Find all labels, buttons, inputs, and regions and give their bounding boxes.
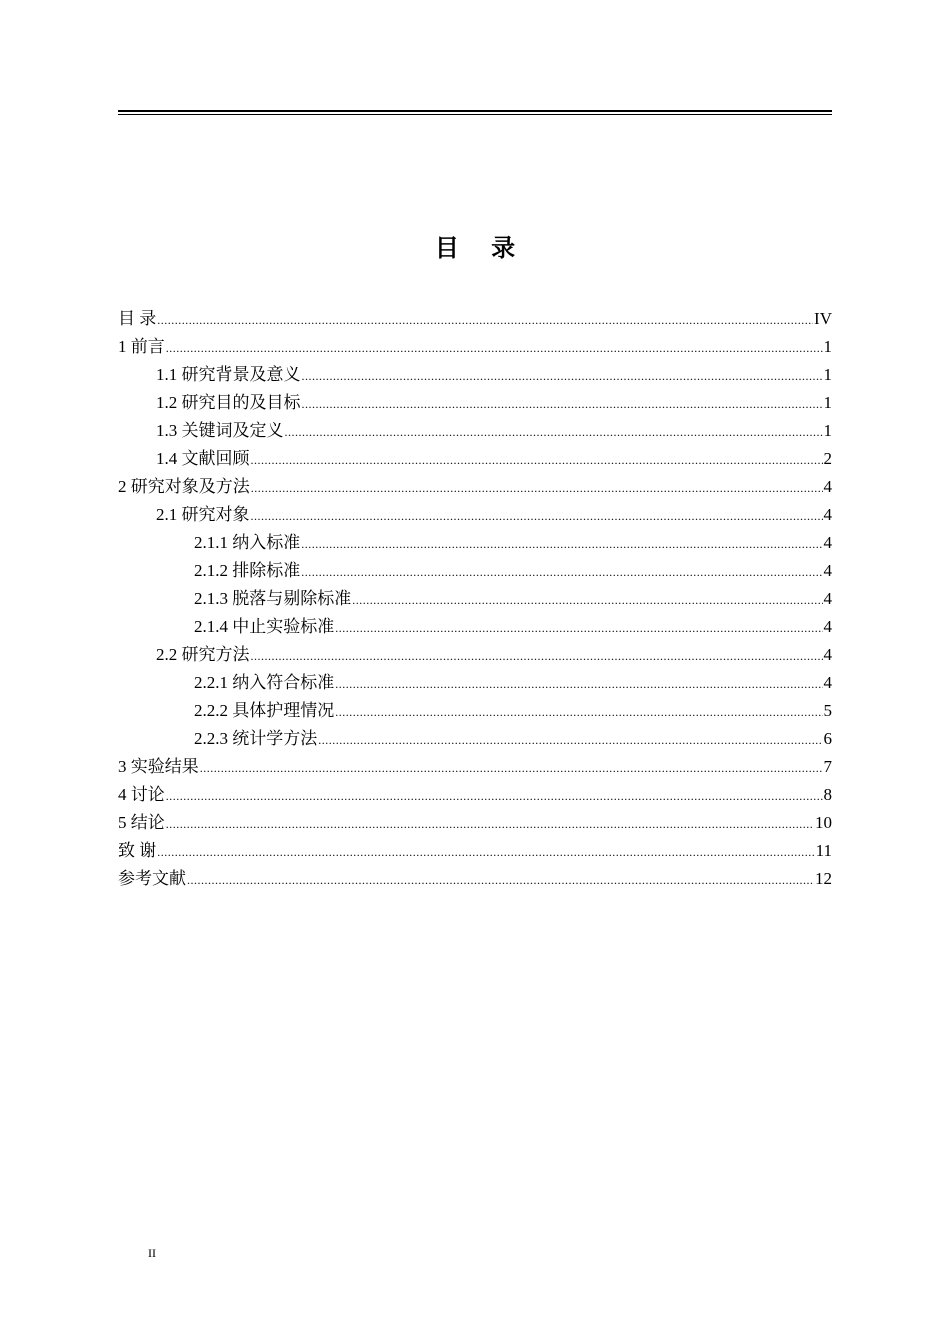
toc-entry[interactable] <box>118 445 832 473</box>
toc-entry-page: IV <box>814 309 832 328</box>
toc-entry[interactable] <box>118 529 832 557</box>
toc-entry-page: 12 <box>815 869 832 888</box>
toc-entry-page: 4 <box>823 477 832 496</box>
toc-entry-page: 1 <box>823 393 832 412</box>
toc-entry[interactable] <box>118 585 832 613</box>
toc-entry[interactable] <box>118 697 832 725</box>
toc-entry[interactable] <box>118 753 832 781</box>
toc-entry-page: 4 <box>823 589 832 608</box>
toc-entry-title: 1.2 研究目的及目标 <box>156 393 301 412</box>
toc-dot-leader <box>301 558 822 586</box>
header-rule <box>118 110 832 115</box>
toc-entry-page: 4 <box>823 673 832 692</box>
toc-entry-title: 2 研究对象及方法 <box>118 477 250 496</box>
toc-entry[interactable] <box>118 305 832 333</box>
toc-entry-title: 1.3 关键词及定义 <box>156 421 284 440</box>
toc-dot-leader <box>301 530 822 558</box>
toc-dot-leader <box>187 866 814 894</box>
toc-entry-page: 1 <box>823 421 832 440</box>
toc-entry-title: 致 谢 <box>118 841 157 860</box>
toc-entry[interactable] <box>118 557 832 585</box>
toc-entry[interactable] <box>118 417 832 445</box>
toc-entry[interactable] <box>118 725 832 753</box>
toc-entry[interactable] <box>118 781 832 809</box>
toc-dot-leader <box>335 670 822 698</box>
toc-entry-page: 10 <box>815 813 832 832</box>
toc-entry-page: 4 <box>823 617 832 636</box>
toc-entry-page: 4 <box>823 533 832 552</box>
toc-entry-page: 4 <box>823 505 832 524</box>
toc-entry-title: 2.1 研究对象 <box>156 505 250 524</box>
toc-entry-title: 5 结论 <box>118 813 165 832</box>
toc-entry[interactable] <box>118 809 832 837</box>
toc-entry-title: 目 录 <box>118 309 157 328</box>
toc-entry[interactable] <box>118 669 832 697</box>
toc-entry-page: 2 <box>823 449 832 468</box>
toc-dot-leader <box>251 474 823 502</box>
toc-dot-leader <box>251 502 823 530</box>
toc-dot-leader <box>157 306 813 334</box>
toc-dot-leader <box>251 642 823 670</box>
toc-dot-leader <box>166 782 823 810</box>
toc-entry-title: 2.1.3 脱落与剔除标准 <box>194 589 352 608</box>
toc-entry-title: 2.1.2 排除标准 <box>194 561 301 580</box>
toc-entry-title: 1.1 研究背景及意义 <box>156 365 301 384</box>
toc-dot-leader <box>335 614 822 642</box>
toc-entry-page: 4 <box>823 561 832 580</box>
page-number: II <box>148 1246 156 1260</box>
toc-dot-leader <box>335 698 822 726</box>
toc-entry-title: 2.2.2 具体护理情况 <box>194 701 335 720</box>
toc-dot-leader <box>302 390 823 418</box>
toc-entry-page: 1 <box>823 337 832 356</box>
toc-entry[interactable] <box>118 389 832 417</box>
toc-entry[interactable] <box>118 333 832 361</box>
toc-entry-title: 3 实验结果 <box>118 757 199 776</box>
toc-entry-title: 2.2.3 统计学方法 <box>194 729 318 748</box>
toc-entry[interactable] <box>118 641 832 669</box>
toc-entry-page: 1 <box>823 365 832 384</box>
toc-dot-leader <box>200 754 823 782</box>
toc-entry[interactable] <box>118 837 832 865</box>
toc-dot-leader <box>166 334 823 362</box>
toc-entry-title: 参考文献 <box>118 869 186 888</box>
toc-entry[interactable] <box>118 865 832 893</box>
toc-dot-leader <box>318 726 822 754</box>
toc-dot-leader <box>157 838 814 866</box>
toc-entry-page: 4 <box>823 645 832 664</box>
toc-entry-title: 4 讨论 <box>118 785 165 804</box>
toc-dot-leader <box>302 362 823 390</box>
toc-entry-title: 2.2.1 纳入符合标准 <box>194 673 335 692</box>
toc-entry-page: 6 <box>823 729 832 748</box>
toc-entry-page: 8 <box>823 785 832 804</box>
toc-entry-page: 7 <box>823 757 832 776</box>
toc-entry-title: 2.1.4 中止实验标准 <box>194 617 335 636</box>
toc-dot-leader <box>251 446 823 474</box>
toc-entry[interactable] <box>118 613 832 641</box>
toc-dot-leader <box>166 810 814 838</box>
toc-entry-title: 2.1.1 纳入标准 <box>194 533 301 552</box>
toc-entry-page: 5 <box>823 701 832 720</box>
toc-entry-page: 11 <box>815 841 832 860</box>
toc-entry-title: 2.2 研究方法 <box>156 645 250 664</box>
toc-entry[interactable] <box>118 501 832 529</box>
toc-entry-title: 1.4 文献回顾 <box>156 449 250 468</box>
toc-dot-leader <box>352 586 822 614</box>
table-of-contents <box>118 305 832 893</box>
page-title: 目 录 <box>434 234 528 262</box>
toc-dot-leader <box>285 418 823 446</box>
toc-entry[interactable] <box>118 361 832 389</box>
toc-entry[interactable] <box>118 473 832 501</box>
toc-entry-title: 1 前言 <box>118 337 165 356</box>
